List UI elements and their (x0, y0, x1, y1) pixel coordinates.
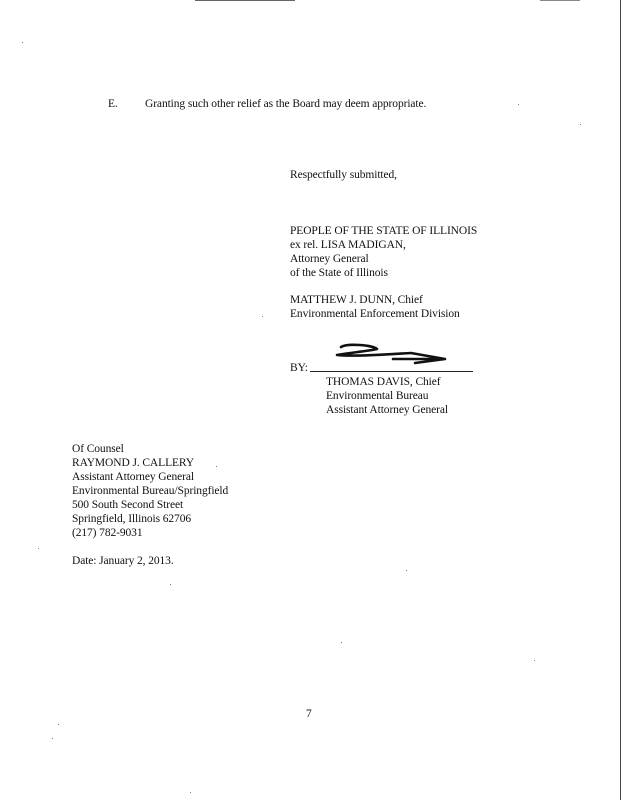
scan-speck (534, 660, 535, 661)
date-line: Date: January 2, 2013. (72, 555, 174, 567)
plaintiff-block (290, 224, 477, 280)
scan-speck (22, 42, 23, 43)
plaintiff-line: Attorney General (290, 253, 369, 265)
counsel-block (72, 442, 228, 540)
division-line: MATTHEW J. DUNN, Chief (290, 294, 423, 306)
scan-speck (58, 724, 59, 725)
scan-speck (170, 584, 171, 585)
scan-speck (580, 124, 581, 125)
signatory-line: Assistant Attorney General (326, 404, 448, 416)
division-line: Environmental Enforcement Division (290, 308, 460, 320)
closing-text: Respectfully submitted, (290, 169, 397, 181)
by-label: BY: (290, 362, 308, 374)
division-block (290, 293, 460, 321)
counsel-line: Of Counsel (72, 443, 124, 455)
counsel-line: Environmental Bureau/Springfield (72, 485, 229, 497)
scan-speck (38, 548, 39, 549)
scan-speck (518, 104, 519, 105)
counsel-line: Assistant Attorney General (72, 471, 194, 483)
scan-speck (341, 642, 342, 643)
plaintiff-line: PEOPLE OF THE STATE OF ILLINOIS (290, 225, 478, 237)
scan-edge-top (195, 0, 295, 1)
scan-edge-right (620, 0, 621, 800)
scan-edge-top-2 (540, 0, 580, 1)
scan-speck (52, 738, 53, 739)
scan-speck (406, 570, 407, 571)
counsel-line: Springfield, Illinois 62706 (72, 513, 192, 525)
signatory-block (326, 375, 448, 417)
signature-line (310, 371, 473, 372)
scan-speck (216, 466, 217, 467)
page-number: 7 (306, 708, 312, 720)
scan-speck (262, 316, 263, 317)
counsel-line: 500 South Second Street (72, 499, 184, 511)
signatory-line: THOMAS DAVIS, Chief (326, 376, 441, 388)
handwritten-signature (333, 341, 453, 367)
relief-marker: E. (108, 98, 118, 110)
counsel-line: RAYMOND J. CALLERY (72, 457, 195, 469)
scan-speck (190, 792, 191, 793)
signatory-line: Environmental Bureau (326, 390, 429, 402)
counsel-line: (217) 782-9031 (72, 527, 143, 539)
relief-text: Granting such other relief as the Board may deem appropriate. (145, 98, 427, 110)
plaintiff-line: of the State of Illinois (290, 267, 388, 279)
plaintiff-line: ex rel. LISA MADIGAN, (290, 239, 406, 251)
